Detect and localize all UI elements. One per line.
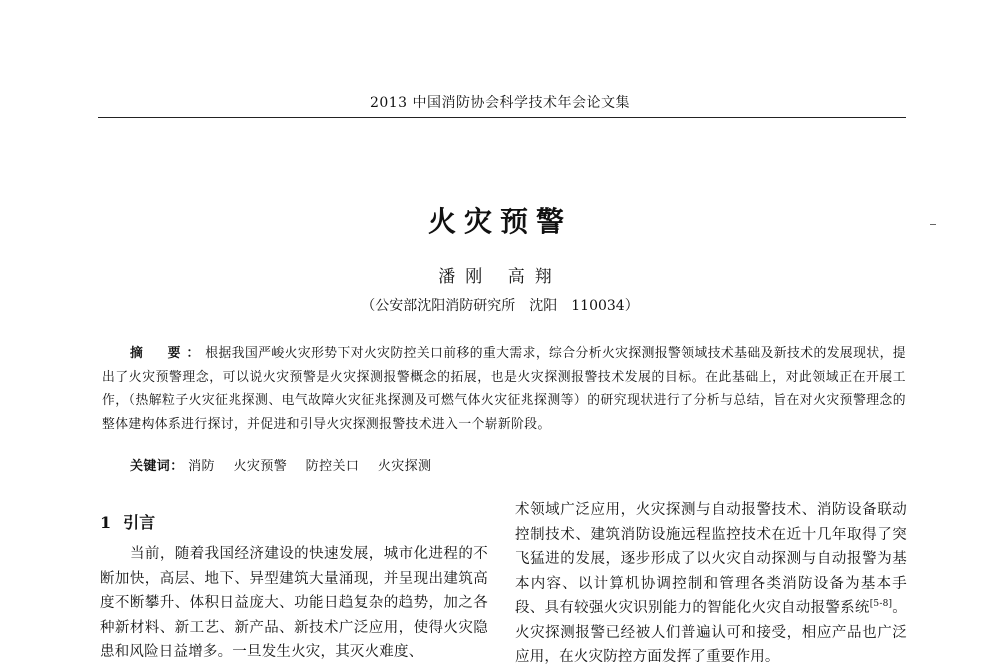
keyword: 火灾探测 bbox=[377, 459, 432, 474]
keyword: 消防 bbox=[188, 459, 215, 474]
authors: 潘刚 高翔 bbox=[438, 267, 562, 287]
paper-title: 火灾预警 bbox=[427, 205, 572, 238]
abstract bbox=[102, 342, 906, 436]
citation: [5-8] bbox=[869, 599, 893, 610]
section-heading bbox=[100, 510, 155, 533]
keywords bbox=[130, 455, 445, 474]
left-column-text: 当前，随着我国经济建设的快速发展，城市化进程的不断加快，高层、地下、异型建筑大量涌现，并呈现出建筑高度不断攀升、体积日益庞大、功能日趋复杂的趋势，加之各种新材料、新工艺、新产品、新技术广泛应用，使得火灾隐患和风险日益增多。一旦发生火灾，其灭火难度、 bbox=[100, 546, 488, 660]
keyword: 防控关口 bbox=[305, 459, 360, 474]
affiliation: （公安部沈阳消防研究所 沈阳 110034） bbox=[361, 298, 639, 314]
running-head: 2013 中国消防协会科学技术年会论文集 bbox=[369, 95, 631, 111]
section-number: 1 bbox=[100, 513, 112, 532]
abstract-text: 根据我国严峻火灾形势下对火灾防控关口前移的重大需求，综合分析火灾探测报警领域技术基础及新技术的发展现状，提出了火灾预警理念，可以说火灾预警是火灾探测报警概念的拓展，也是火灾探测报警技术发展的目标。在此基础上，对此领域正在开展工作，（热解粒子火灾征兆探测、电气故障火灾征兆探测及可燃气体火灾征兆探测等）的研究现状进行了分析与总结，旨在对火灾预警理念的整体建构体系进行探讨，并促进和引导火灾探测报警技术进入一个崭新阶段。 bbox=[102, 346, 907, 432]
right-column-text-part: 。火灾探测报警已经被人们普遍认可和接受，相应产品也广泛应用，在火灾防控方面发挥了重要作用。 bbox=[515, 600, 907, 665]
right-column-text-part: 术领域广泛应用，火灾探测与自动报警技术、消防设备联动控制技术、建筑消防设施远程监控技术在近十几年取得了突飞猛进的发展，逐步形成了以火灾自动探测与自动报警为基本内容、以计算机协调控制和管理各类消防设备为基本手段、具有较强火灾识别能力的智能化火灾自动报警系统 bbox=[515, 502, 907, 616]
section-title: 引言 bbox=[123, 513, 156, 532]
keywords-label: 关键词： bbox=[130, 459, 184, 474]
right-column-text bbox=[515, 498, 907, 670]
header-rule bbox=[98, 117, 906, 118]
abstract-label: 摘 要： bbox=[130, 346, 206, 361]
keyword: 火灾预警 bbox=[233, 459, 288, 474]
